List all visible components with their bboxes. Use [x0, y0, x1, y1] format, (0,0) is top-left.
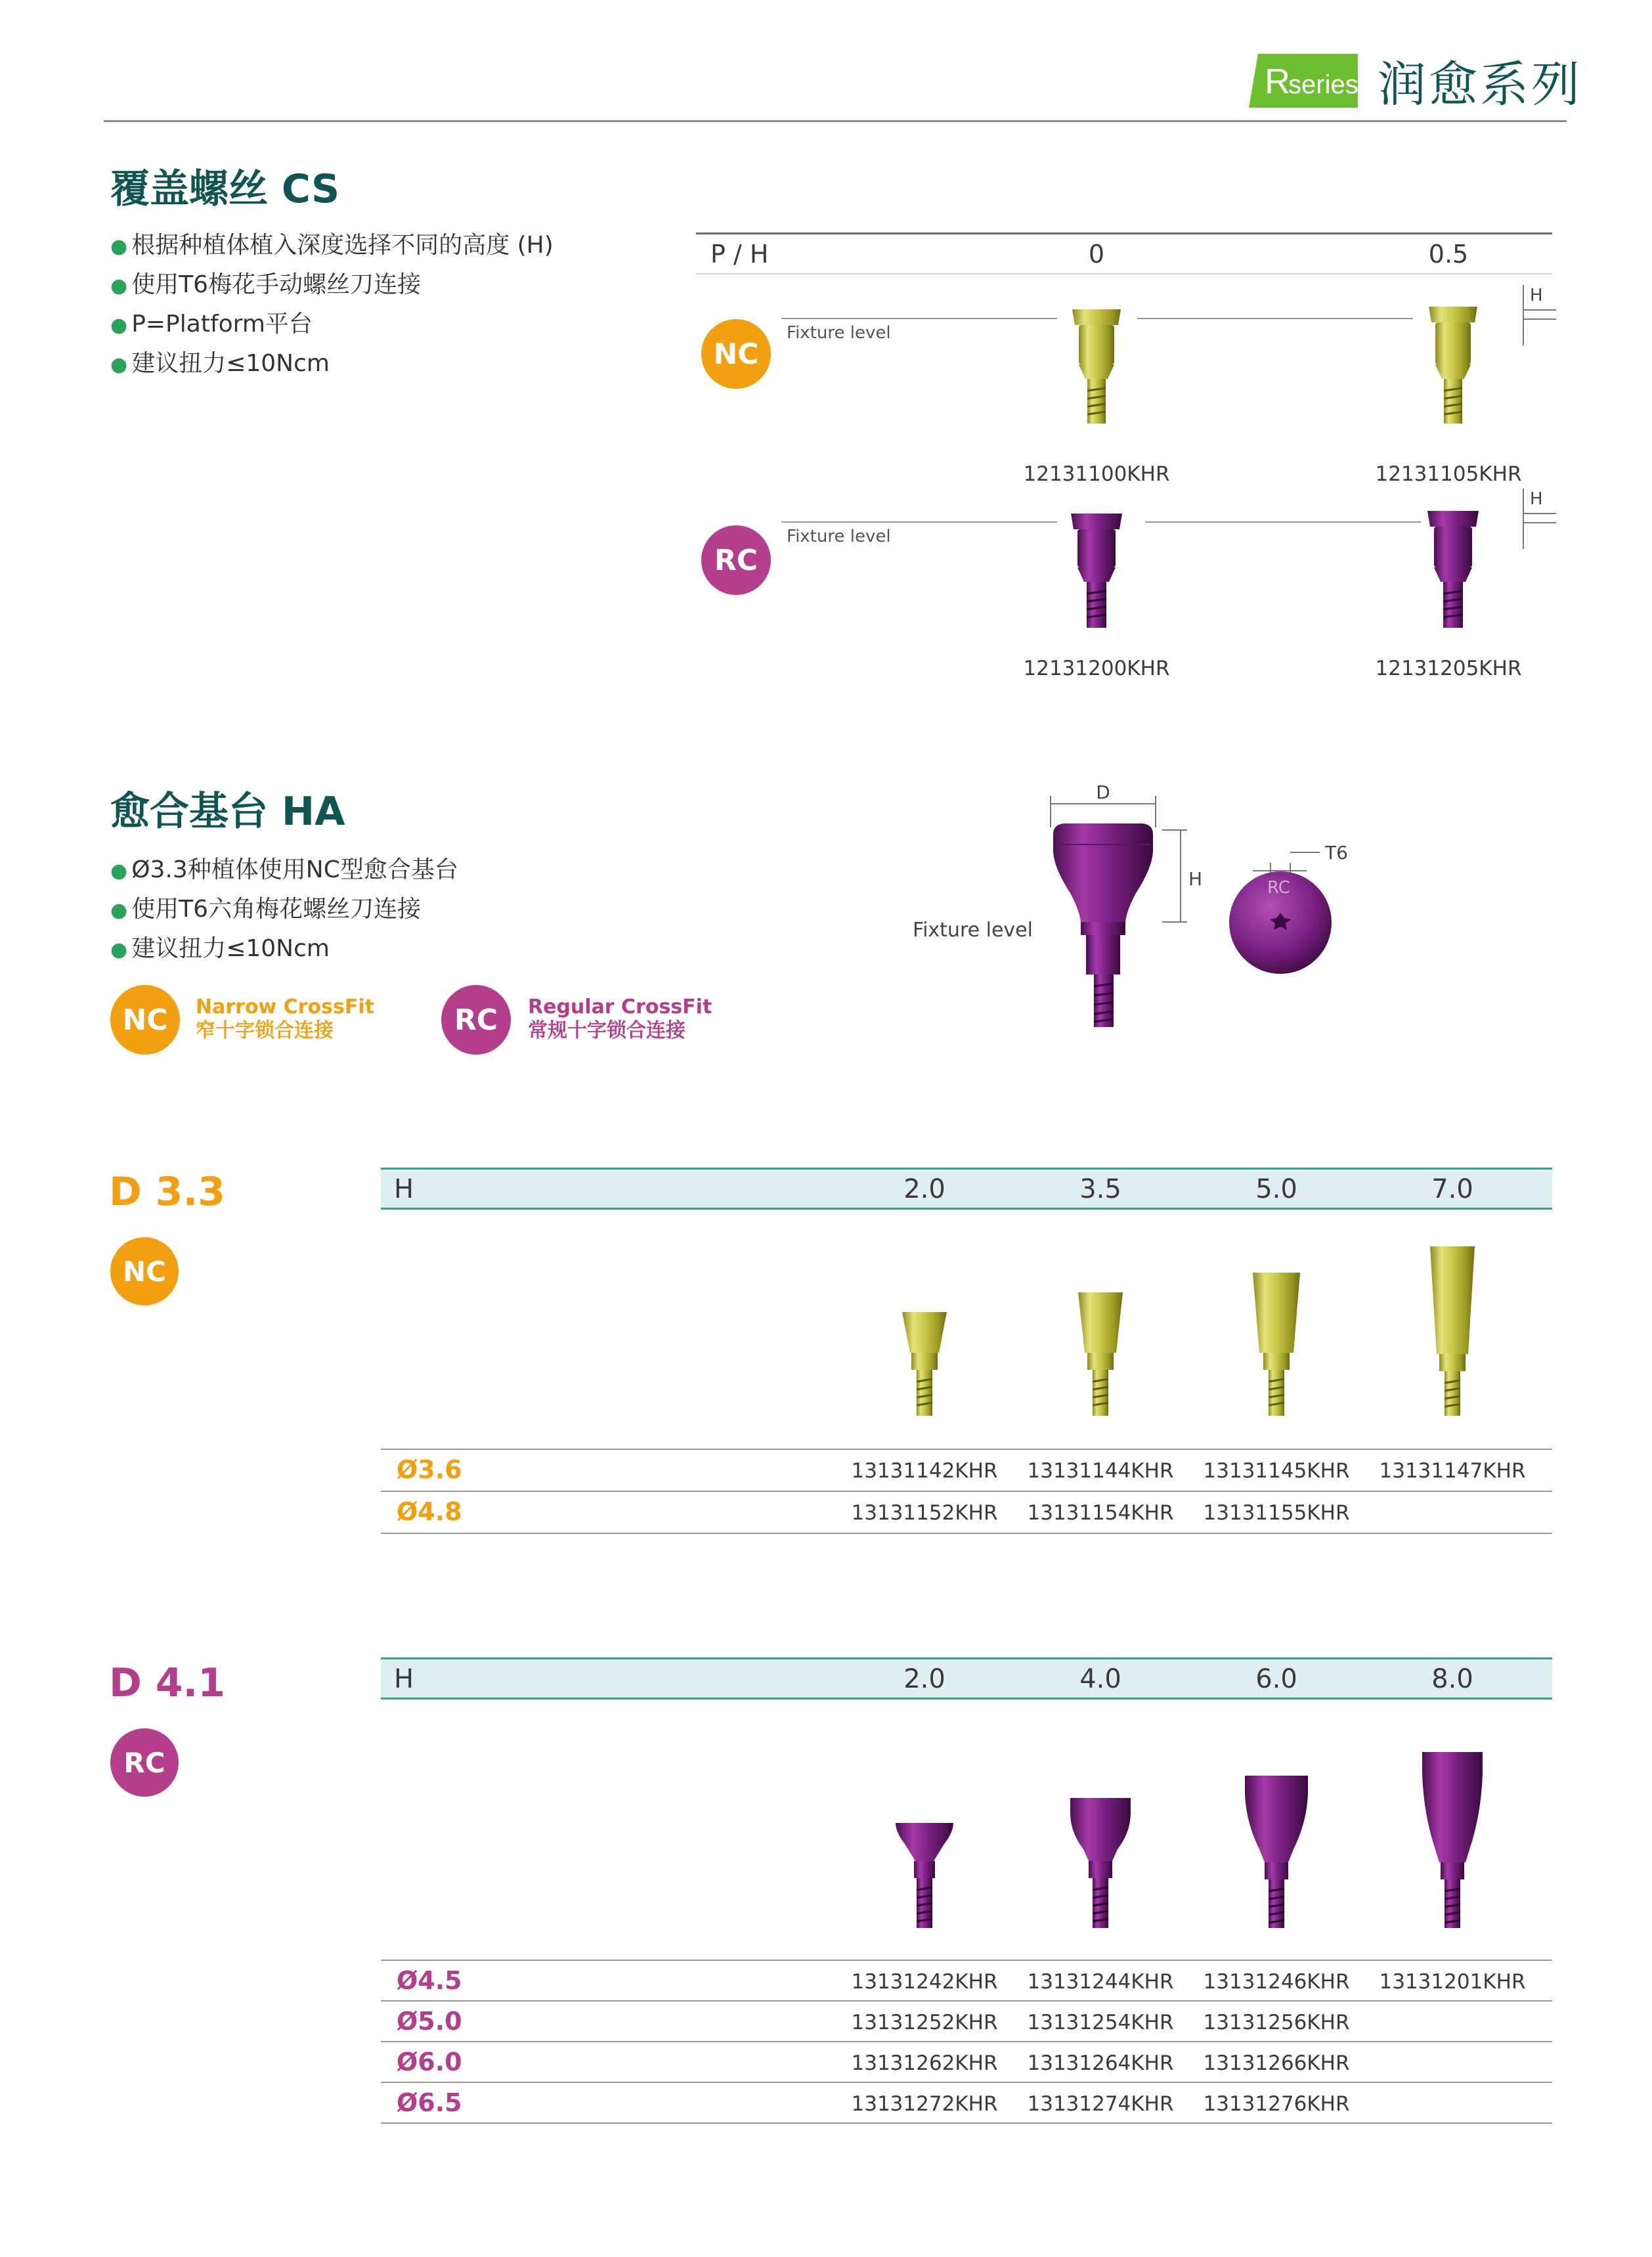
ha-nc-7-0: [1425, 1241, 1480, 1418]
ha-code: 13131242KHR: [851, 1970, 998, 1994]
d41-diameter: Ø6.0: [397, 2048, 462, 2076]
fixture-level-line: [1137, 318, 1413, 319]
cover-screw-rc-0: [1067, 510, 1126, 631]
svg-text:H: H: [1530, 286, 1543, 305]
d41-diameter: Ø4.5: [397, 1966, 462, 1995]
d33-height: 7.0: [1431, 1174, 1473, 1204]
r-series-badge: [1246, 53, 1360, 109]
d33-badge: NC: [110, 1237, 179, 1305]
d33-row-rule: [381, 1491, 1552, 1492]
d41-row-rule: [381, 2041, 1552, 2042]
cs-table-top-rule: [696, 232, 1552, 234]
h-marker-nc: [1510, 282, 1556, 348]
h-marker-rc: [1510, 486, 1556, 552]
bullet-item: ● 建议扭力≤10Ncm: [110, 935, 330, 962]
svg-text:H: H: [1530, 489, 1543, 509]
d41-height: 8.0: [1431, 1664, 1473, 1694]
badge-letter: R: [1265, 62, 1290, 101]
d41-title: D 4.1: [109, 1660, 225, 1706]
d41-header-bar: [381, 1657, 1552, 1699]
d33-row-rule: [381, 1449, 1552, 1450]
fixture-level-line: [781, 521, 1057, 523]
ha-code: 13131152KHR: [851, 1501, 998, 1525]
cover-screw-rc-05: [1424, 510, 1483, 631]
d33-title: D 3.3: [109, 1169, 225, 1215]
fixture-level-label: Fixture level: [787, 527, 891, 546]
rc-legend-text: Regular CrossFit 常规十字锁合连接: [528, 996, 712, 1042]
header-divider: [104, 120, 1567, 122]
ha-code: 13131147KHR: [1379, 1459, 1526, 1483]
ha-code: 13131254KHR: [1027, 2011, 1174, 2034]
cs-code: 12131205KHR: [1375, 657, 1522, 680]
top-mark: RC: [1267, 878, 1290, 898]
d41-row-rule: [381, 2122, 1552, 2124]
ha-nc-2-0: [900, 1307, 949, 1418]
bullet-item: ● 使用T6梅花手动螺丝刀连接: [110, 271, 422, 298]
cs-code: 12131200KHR: [1023, 657, 1170, 680]
d41-height: 2.0: [903, 1664, 946, 1694]
d33-row-rule: [381, 1533, 1552, 1534]
d41-height: 4.0: [1079, 1664, 1121, 1694]
bullet-item: ● 根据种植体植入深度选择不同的高度 (H): [110, 232, 554, 259]
d33-header-bar: [381, 1168, 1552, 1210]
ha-code: 13131252KHR: [851, 2011, 998, 2034]
cover-screw-bullets: [110, 227, 554, 384]
d33-height: 3.5: [1079, 1174, 1121, 1204]
ha-code: 13131244KHR: [1027, 1970, 1174, 1994]
cs-table-header-rule: [696, 273, 1552, 274]
d41-row-rule: [381, 2000, 1552, 2002]
bullet-item: ● 使用T6六角梅花螺丝刀连接: [110, 896, 422, 923]
healing-abutment-diagram: [913, 781, 1372, 1044]
nc-badge: NC: [701, 319, 771, 389]
d33-height: 5.0: [1255, 1174, 1297, 1204]
d41-row-rule: [381, 2082, 1552, 2083]
ha-code: 13131266KHR: [1203, 2051, 1350, 2075]
d33-diameter: Ø4.8: [397, 1497, 462, 1526]
cover-screw-title: 覆盖螺丝 CS: [110, 166, 340, 212]
healing-abutment-title: 愈合基台 HA: [110, 789, 345, 835]
ha-code: 13131154KHR: [1027, 1501, 1174, 1525]
ha-code: 13131144KHR: [1027, 1459, 1174, 1483]
fixture-level-label: Fixture level: [787, 323, 891, 343]
d41-row-rule: [381, 1960, 1552, 1961]
cs-col-05: 0.5: [1428, 240, 1469, 269]
rc-badge: RC: [701, 525, 771, 595]
ha-rc-6-0: [1241, 1770, 1312, 1931]
bullet-item: ● Ø3.3种植体使用NC型愈合基台: [110, 856, 458, 883]
cs-col-header: P / H: [710, 240, 769, 269]
ha-code: 13131246KHR: [1203, 1970, 1350, 1994]
ha-rc-2-0: [893, 1818, 956, 1931]
cover-screw-nc-05: [1424, 305, 1483, 427]
d41-diameter: Ø6.5: [397, 2088, 462, 2117]
d33-diameter: Ø3.6: [397, 1455, 462, 1484]
ha-code: 13131256KHR: [1203, 2011, 1350, 2034]
d41-h-label: H: [394, 1664, 414, 1694]
cs-code: 12131100KHR: [1023, 462, 1170, 486]
brand-title: 润愈系列: [1378, 56, 1582, 113]
t6-label: T6: [1325, 842, 1348, 864]
ha-nc-5-0: [1249, 1267, 1304, 1418]
rc-legend-badge: RC: [441, 985, 511, 1055]
ha-rc-4-0: [1066, 1793, 1135, 1931]
d41-diameter: Ø5.0: [397, 2007, 462, 2036]
ha-code: 13131264KHR: [1027, 2051, 1174, 2075]
badge-word: series: [1288, 70, 1359, 99]
bullet-item: ● P=Platform平台: [110, 311, 313, 338]
ha-code: 13131145KHR: [1203, 1459, 1350, 1483]
d41-badge: RC: [110, 1728, 179, 1797]
cs-col-0: 0: [1088, 240, 1105, 269]
d41-height: 6.0: [1255, 1664, 1297, 1694]
d-label: D: [1096, 781, 1110, 803]
d33-h-label: H: [394, 1174, 414, 1204]
fixture-level-line: [781, 318, 1057, 319]
ha-code: 13131272KHR: [851, 2092, 998, 2116]
d33-height: 2.0: [903, 1174, 946, 1204]
ha-code: 13131201KHR: [1379, 1970, 1526, 1994]
fixture-level-label: Fixture level: [913, 919, 1033, 942]
cs-code: 12131105KHR: [1375, 462, 1522, 486]
h-label: H: [1188, 868, 1203, 890]
ha-code: 13131262KHR: [851, 2051, 998, 2075]
bullet-item: ● 建议扭力≤10Ncm: [110, 350, 330, 377]
nc-legend-text: Narrow CrossFit 窄十字锁合连接: [196, 996, 374, 1042]
ha-code: 13131142KHR: [851, 1459, 998, 1483]
ha-code: 13131274KHR: [1027, 2092, 1174, 2116]
ha-nc-3-5: [1074, 1287, 1127, 1418]
ha-rc-8-0: [1417, 1747, 1488, 1931]
healing-abutment-bullets: [110, 851, 458, 969]
fixture-level-line: [1145, 521, 1421, 523]
ha-code: 13131276KHR: [1203, 2092, 1350, 2116]
ha-code: 13131155KHR: [1203, 1501, 1350, 1525]
cover-screw-nc-0: [1067, 305, 1126, 427]
nc-legend-badge: NC: [110, 985, 180, 1055]
